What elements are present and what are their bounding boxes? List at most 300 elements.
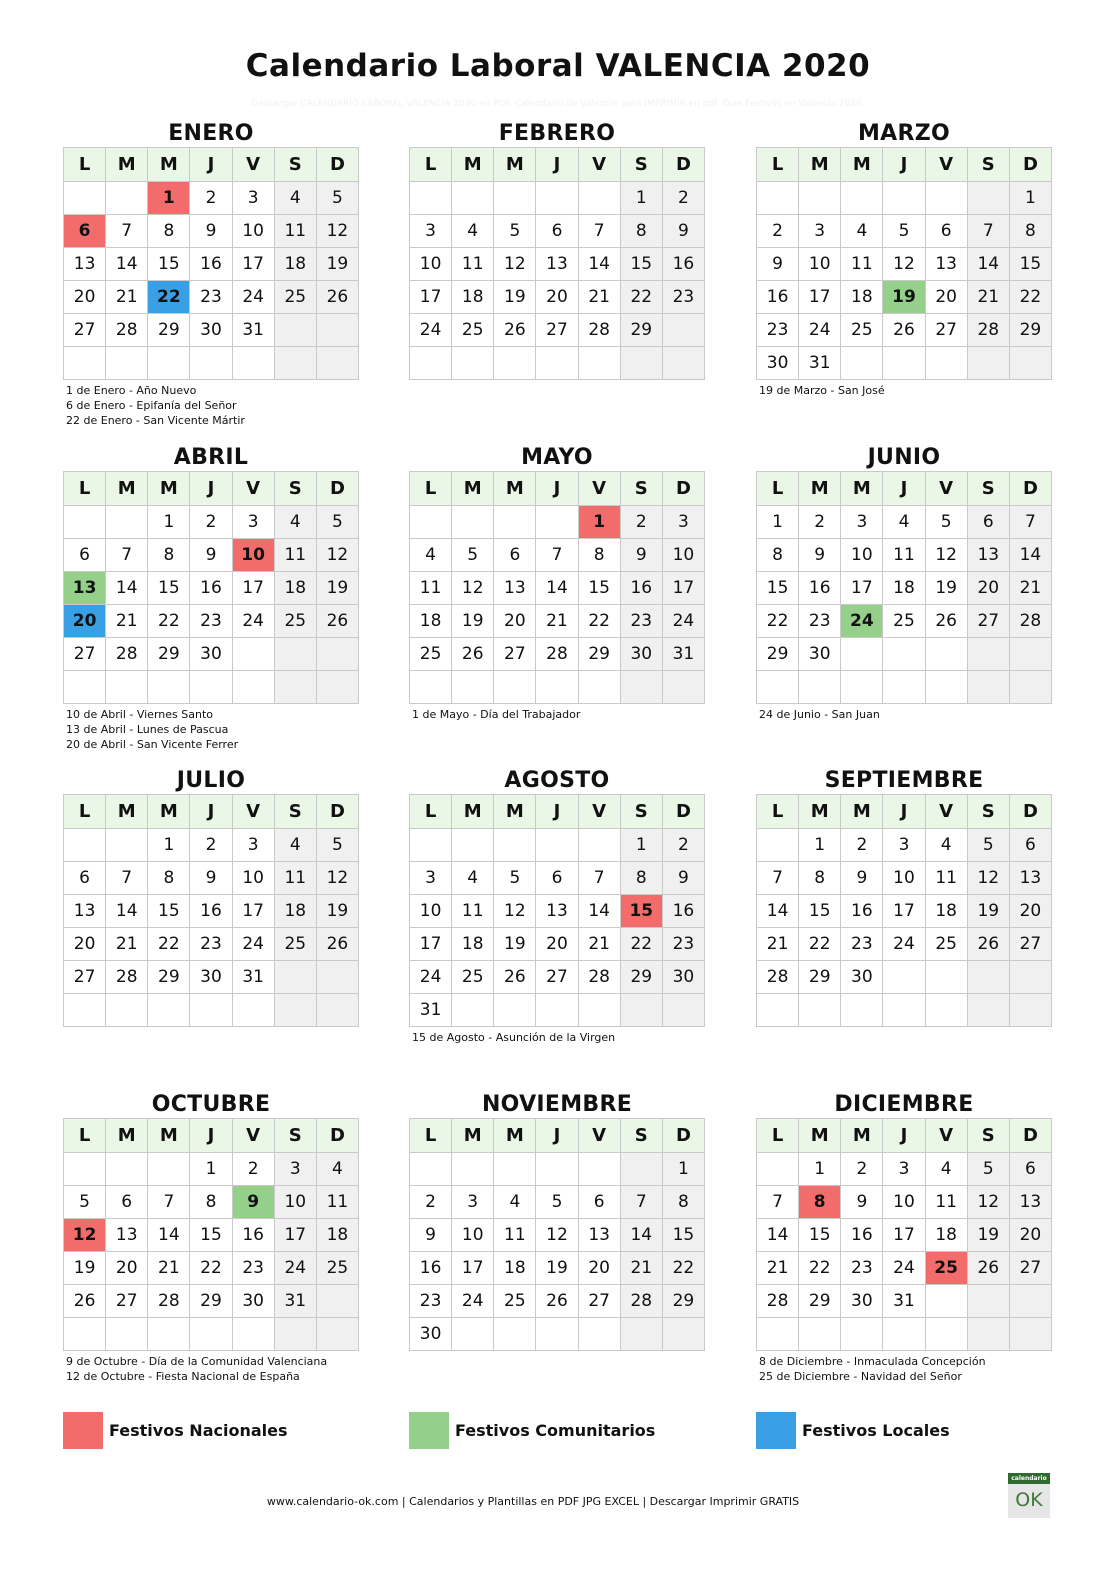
week-row xyxy=(64,572,359,605)
day-cell: 29 xyxy=(148,638,190,671)
day-cell: 20 xyxy=(106,1252,148,1285)
weekday-header: D xyxy=(662,795,704,829)
day-cell: 27 xyxy=(536,961,578,994)
empty-day-cell xyxy=(578,994,620,1027)
month-febrero xyxy=(409,117,705,383)
empty-day-cell xyxy=(190,1318,232,1351)
day-cell: 16 xyxy=(190,572,232,605)
empty-day-cell xyxy=(410,1153,452,1186)
day-cell: 13 xyxy=(1009,1186,1051,1219)
day-cell: 7 xyxy=(757,862,799,895)
day-cell: 12 xyxy=(967,862,1009,895)
day-cell: 23 xyxy=(190,281,232,314)
empty-day-cell xyxy=(452,829,494,862)
holiday-day-cell: 12 xyxy=(64,1219,106,1252)
week-row xyxy=(410,539,705,572)
day-cell: 25 xyxy=(452,961,494,994)
empty-day-cell xyxy=(757,671,799,704)
weekday-header: V xyxy=(578,148,620,182)
weekday-header: J xyxy=(883,472,925,506)
empty-day-cell xyxy=(274,314,316,347)
day-cell: 14 xyxy=(578,248,620,281)
holiday-note: 22 de Enero - San Vicente Mártir xyxy=(66,414,245,427)
day-cell: 28 xyxy=(106,638,148,671)
day-cell: 4 xyxy=(274,829,316,862)
day-cell: 18 xyxy=(316,1219,358,1252)
legend-swatch-regional xyxy=(409,1412,449,1449)
empty-day-cell xyxy=(536,671,578,704)
empty-day-cell xyxy=(1009,638,1051,671)
day-cell: 7 xyxy=(106,215,148,248)
week-row xyxy=(410,829,705,862)
day-cell: 25 xyxy=(452,314,494,347)
week-row xyxy=(64,1285,359,1318)
weekday-header: V xyxy=(925,472,967,506)
holiday-note: 10 de Abril - Viernes Santo xyxy=(66,708,213,721)
day-cell: 6 xyxy=(64,862,106,895)
day-cell: 1 xyxy=(620,829,662,862)
weekday-header-row xyxy=(410,472,705,506)
month-table xyxy=(409,1118,705,1351)
empty-day-cell xyxy=(106,829,148,862)
calendario-ok-logo[interactable] xyxy=(1008,1473,1050,1518)
weekday-header-row xyxy=(410,1119,705,1153)
day-cell: 3 xyxy=(410,215,452,248)
legend-local xyxy=(756,1412,950,1449)
day-cell: 20 xyxy=(536,928,578,961)
empty-day-cell xyxy=(452,347,494,380)
empty-day-cell xyxy=(841,638,883,671)
day-cell: 6 xyxy=(536,862,578,895)
week-row xyxy=(757,862,1052,895)
empty-day-cell xyxy=(452,994,494,1027)
legend-label-national: Festivos Nacionales xyxy=(109,1421,288,1440)
day-cell: 15 xyxy=(578,572,620,605)
week-row xyxy=(757,281,1052,314)
day-cell: 31 xyxy=(232,961,274,994)
day-cell: 25 xyxy=(925,928,967,961)
day-cell: 6 xyxy=(536,215,578,248)
weekday-header: D xyxy=(662,1119,704,1153)
weekday-header: M xyxy=(106,472,148,506)
day-cell: 25 xyxy=(883,605,925,638)
week-row xyxy=(757,1219,1052,1252)
day-cell: 25 xyxy=(494,1285,536,1318)
day-cell: 9 xyxy=(190,215,232,248)
day-cell: 22 xyxy=(190,1252,232,1285)
weekday-header-row xyxy=(64,148,359,182)
day-cell: 16 xyxy=(620,572,662,605)
empty-day-cell xyxy=(1009,1285,1051,1318)
month-agosto xyxy=(409,764,705,1045)
empty-day-cell xyxy=(799,994,841,1027)
week-row xyxy=(410,1285,705,1318)
day-cell: 11 xyxy=(410,572,452,605)
holiday-day-cell: 20 xyxy=(64,605,106,638)
day-cell: 17 xyxy=(410,928,452,961)
day-cell: 8 xyxy=(620,862,662,895)
day-cell: 2 xyxy=(410,1186,452,1219)
week-row xyxy=(757,215,1052,248)
day-cell: 25 xyxy=(274,928,316,961)
day-cell: 11 xyxy=(316,1186,358,1219)
month-name: MAYO xyxy=(521,445,593,470)
empty-day-cell xyxy=(967,182,1009,215)
weekday-header: L xyxy=(757,148,799,182)
week-row xyxy=(64,1153,359,1186)
empty-day-cell xyxy=(410,347,452,380)
weekday-header: D xyxy=(662,472,704,506)
month-name: SEPTIEMBRE xyxy=(824,768,984,793)
empty-day-cell xyxy=(452,506,494,539)
day-cell: 9 xyxy=(841,862,883,895)
weekday-header: M xyxy=(841,148,883,182)
empty-day-cell xyxy=(106,994,148,1027)
day-cell: 17 xyxy=(799,281,841,314)
day-cell: 21 xyxy=(106,928,148,961)
month-name: ENERO xyxy=(168,121,254,146)
day-cell: 8 xyxy=(190,1186,232,1219)
day-cell: 13 xyxy=(64,895,106,928)
day-cell: 29 xyxy=(799,1285,841,1318)
day-cell: 12 xyxy=(452,572,494,605)
logo-ok-text: OK xyxy=(1015,1489,1043,1511)
legend-swatch-national xyxy=(63,1412,103,1449)
day-cell: 11 xyxy=(841,248,883,281)
day-cell: 24 xyxy=(232,281,274,314)
day-cell: 3 xyxy=(232,182,274,215)
week-row xyxy=(410,182,705,215)
day-cell: 2 xyxy=(190,182,232,215)
holiday-note: 13 de Abril - Lunes de Pascua xyxy=(66,723,229,736)
month-octubre xyxy=(63,1088,359,1384)
day-cell: 2 xyxy=(841,829,883,862)
weekday-header: S xyxy=(620,472,662,506)
week-row xyxy=(410,1186,705,1219)
day-cell: 25 xyxy=(274,281,316,314)
empty-day-cell xyxy=(274,671,316,704)
empty-day-cell xyxy=(148,671,190,704)
day-cell: 14 xyxy=(536,572,578,605)
day-cell: 2 xyxy=(841,1153,883,1186)
day-cell: 7 xyxy=(148,1186,190,1219)
day-cell: 8 xyxy=(148,539,190,572)
day-cell: 15 xyxy=(148,248,190,281)
day-cell: 7 xyxy=(536,539,578,572)
day-cell: 10 xyxy=(452,1219,494,1252)
week-row xyxy=(410,1219,705,1252)
weekday-header: J xyxy=(190,1119,232,1153)
weekday-header: M xyxy=(799,795,841,829)
weekday-header: V xyxy=(232,795,274,829)
empty-day-cell xyxy=(64,506,106,539)
week-row xyxy=(64,671,359,704)
weekday-header: M xyxy=(494,795,536,829)
empty-day-cell xyxy=(757,829,799,862)
week-row xyxy=(757,994,1052,1027)
day-cell: 27 xyxy=(106,1285,148,1318)
legend-label-regional: Festivos Comunitarios xyxy=(455,1421,656,1440)
holiday-note: 20 de Abril - San Vicente Ferrer xyxy=(66,738,239,751)
day-cell: 15 xyxy=(799,895,841,928)
day-cell: 4 xyxy=(494,1186,536,1219)
day-cell: 11 xyxy=(883,539,925,572)
day-cell: 8 xyxy=(1009,215,1051,248)
day-cell: 29 xyxy=(620,314,662,347)
holiday-day-cell: 13 xyxy=(64,572,106,605)
weekday-header: M xyxy=(106,1119,148,1153)
week-row xyxy=(64,961,359,994)
day-cell: 1 xyxy=(662,1153,704,1186)
day-cell: 22 xyxy=(620,928,662,961)
day-cell: 2 xyxy=(620,506,662,539)
day-cell: 5 xyxy=(536,1186,578,1219)
empty-day-cell xyxy=(190,994,232,1027)
day-cell: 9 xyxy=(620,539,662,572)
empty-day-cell xyxy=(578,1318,620,1351)
day-cell: 2 xyxy=(190,829,232,862)
month-abril xyxy=(63,441,359,752)
holiday-day-cell: 1 xyxy=(148,182,190,215)
empty-day-cell xyxy=(620,1318,662,1351)
month-table xyxy=(63,794,359,1027)
month-name: AGOSTO xyxy=(504,768,610,793)
day-cell: 9 xyxy=(190,862,232,895)
weekday-header: L xyxy=(64,795,106,829)
weekday-header: M xyxy=(841,472,883,506)
day-cell: 23 xyxy=(841,928,883,961)
empty-day-cell xyxy=(64,347,106,380)
day-cell: 5 xyxy=(316,182,358,215)
empty-day-cell xyxy=(799,1318,841,1351)
day-cell: 21 xyxy=(106,605,148,638)
empty-day-cell xyxy=(274,994,316,1027)
day-cell: 29 xyxy=(662,1285,704,1318)
month-name: FEBRERO xyxy=(498,121,616,146)
day-cell: 30 xyxy=(410,1318,452,1351)
day-cell: 18 xyxy=(452,281,494,314)
holiday-note: 15 de Agosto - Asunción de la Virgen xyxy=(412,1031,616,1044)
day-cell: 16 xyxy=(190,248,232,281)
empty-day-cell xyxy=(925,347,967,380)
day-cell: 15 xyxy=(190,1219,232,1252)
day-cell: 31 xyxy=(274,1285,316,1318)
week-row xyxy=(757,347,1052,380)
month-name: JUNIO xyxy=(867,445,941,470)
weekday-header: D xyxy=(316,795,358,829)
day-cell: 29 xyxy=(578,638,620,671)
day-cell: 18 xyxy=(925,895,967,928)
day-cell: 19 xyxy=(967,1219,1009,1252)
day-cell: 26 xyxy=(316,281,358,314)
day-cell: 3 xyxy=(452,1186,494,1219)
day-cell: 25 xyxy=(274,605,316,638)
day-cell: 24 xyxy=(883,928,925,961)
day-cell: 26 xyxy=(64,1285,106,1318)
day-cell: 6 xyxy=(64,539,106,572)
month-julio xyxy=(63,764,359,1030)
day-cell: 4 xyxy=(883,506,925,539)
day-cell: 13 xyxy=(536,248,578,281)
day-cell: 6 xyxy=(106,1186,148,1219)
day-cell: 31 xyxy=(662,638,704,671)
day-cell: 31 xyxy=(799,347,841,380)
week-row xyxy=(64,347,359,380)
day-cell: 17 xyxy=(452,1252,494,1285)
empty-day-cell xyxy=(757,182,799,215)
day-cell: 23 xyxy=(662,281,704,314)
week-row xyxy=(64,928,359,961)
empty-day-cell xyxy=(536,347,578,380)
empty-day-cell xyxy=(316,347,358,380)
day-cell: 24 xyxy=(232,605,274,638)
day-cell: 10 xyxy=(274,1186,316,1219)
empty-day-cell xyxy=(106,347,148,380)
weekday-header: L xyxy=(757,472,799,506)
day-cell: 10 xyxy=(232,862,274,895)
weekday-header: D xyxy=(1009,1119,1051,1153)
day-cell: 22 xyxy=(757,605,799,638)
day-cell: 27 xyxy=(1009,928,1051,961)
weekday-header: L xyxy=(410,472,452,506)
day-cell: 19 xyxy=(316,572,358,605)
day-cell: 3 xyxy=(662,506,704,539)
empty-day-cell xyxy=(316,994,358,1027)
weekday-header: L xyxy=(64,148,106,182)
day-cell: 16 xyxy=(841,1219,883,1252)
day-cell: 10 xyxy=(883,1186,925,1219)
day-cell: 11 xyxy=(925,862,967,895)
day-cell: 8 xyxy=(620,215,662,248)
empty-day-cell xyxy=(757,1318,799,1351)
holiday-notes xyxy=(756,707,1052,722)
week-row xyxy=(64,605,359,638)
day-cell: 1 xyxy=(799,829,841,862)
month-table xyxy=(63,471,359,704)
empty-day-cell xyxy=(578,182,620,215)
day-cell: 23 xyxy=(799,605,841,638)
week-row xyxy=(410,215,705,248)
legend-label-local: Festivos Locales xyxy=(802,1421,950,1440)
week-row xyxy=(64,281,359,314)
empty-day-cell xyxy=(190,347,232,380)
week-row xyxy=(757,1318,1052,1351)
empty-day-cell xyxy=(620,347,662,380)
day-cell: 10 xyxy=(410,895,452,928)
weekday-header: J xyxy=(883,795,925,829)
day-cell: 26 xyxy=(883,314,925,347)
empty-day-cell xyxy=(106,182,148,215)
day-cell: 8 xyxy=(148,862,190,895)
day-cell: 20 xyxy=(64,281,106,314)
weekday-header: S xyxy=(274,795,316,829)
day-cell: 25 xyxy=(841,314,883,347)
day-cell: 18 xyxy=(841,281,883,314)
day-cell: 14 xyxy=(620,1219,662,1252)
weekday-header: M xyxy=(452,472,494,506)
day-cell: 29 xyxy=(148,314,190,347)
day-cell: 5 xyxy=(883,215,925,248)
day-cell: 11 xyxy=(452,895,494,928)
empty-day-cell xyxy=(410,829,452,862)
weekday-header: S xyxy=(967,472,1009,506)
day-cell: 14 xyxy=(148,1219,190,1252)
day-cell: 26 xyxy=(925,605,967,638)
empty-day-cell xyxy=(883,182,925,215)
day-cell: 25 xyxy=(410,638,452,671)
day-cell: 5 xyxy=(494,215,536,248)
day-cell: 13 xyxy=(106,1219,148,1252)
day-cell: 5 xyxy=(316,829,358,862)
empty-day-cell xyxy=(578,671,620,704)
day-cell: 1 xyxy=(190,1153,232,1186)
day-cell: 24 xyxy=(883,1252,925,1285)
day-cell: 21 xyxy=(757,1252,799,1285)
day-cell: 11 xyxy=(274,862,316,895)
empty-day-cell xyxy=(148,347,190,380)
day-cell: 12 xyxy=(536,1219,578,1252)
empty-day-cell xyxy=(452,671,494,704)
day-cell: 28 xyxy=(578,314,620,347)
day-cell: 20 xyxy=(536,281,578,314)
empty-day-cell xyxy=(106,671,148,704)
page-subtitle: Descargar CALENDARIO LABORAL VALENCIA 2020 en PDF. Calendario de Valencia para IMPRIMIR en pdf. Dias Festivos en Valencia 2020. xyxy=(251,99,865,109)
empty-day-cell xyxy=(841,671,883,704)
day-cell: 4 xyxy=(410,539,452,572)
empty-day-cell xyxy=(452,1153,494,1186)
weekday-header: L xyxy=(410,795,452,829)
empty-day-cell xyxy=(64,994,106,1027)
day-cell: 18 xyxy=(274,248,316,281)
day-cell: 26 xyxy=(494,961,536,994)
day-cell: 10 xyxy=(883,862,925,895)
day-cell: 20 xyxy=(494,605,536,638)
footer-text[interactable]: www.calendario-ok.com | Calendarios y Plantillas en PDF JPG EXCEL | Descargar Imprimir GRATIS xyxy=(266,1495,800,1508)
day-cell: 12 xyxy=(316,539,358,572)
day-cell: 23 xyxy=(841,1252,883,1285)
weekday-header: M xyxy=(148,795,190,829)
day-cell: 28 xyxy=(106,314,148,347)
day-cell: 7 xyxy=(967,215,1009,248)
day-cell: 2 xyxy=(799,506,841,539)
day-cell: 4 xyxy=(452,215,494,248)
weekday-header: V xyxy=(232,1119,274,1153)
day-cell: 28 xyxy=(148,1285,190,1318)
day-cell: 8 xyxy=(578,539,620,572)
day-cell: 14 xyxy=(106,248,148,281)
week-row xyxy=(64,506,359,539)
weekday-header: D xyxy=(316,1119,358,1153)
weekday-header: V xyxy=(578,1119,620,1153)
empty-day-cell xyxy=(494,671,536,704)
holiday-note: 19 de Marzo - San José xyxy=(759,384,885,397)
day-cell: 22 xyxy=(578,605,620,638)
day-cell: 6 xyxy=(1009,1153,1051,1186)
day-cell: 18 xyxy=(274,895,316,928)
day-cell: 30 xyxy=(662,961,704,994)
empty-day-cell xyxy=(662,994,704,1027)
week-row xyxy=(757,572,1052,605)
empty-day-cell xyxy=(64,1153,106,1186)
empty-day-cell xyxy=(232,671,274,704)
day-cell: 17 xyxy=(410,281,452,314)
holiday-note: 12 de Octubre - Fiesta Nacional de España xyxy=(66,1370,300,1383)
holiday-day-cell: 19 xyxy=(883,281,925,314)
day-cell: 24 xyxy=(662,605,704,638)
weekday-header-row xyxy=(64,1119,359,1153)
empty-day-cell xyxy=(662,671,704,704)
empty-day-cell xyxy=(494,506,536,539)
